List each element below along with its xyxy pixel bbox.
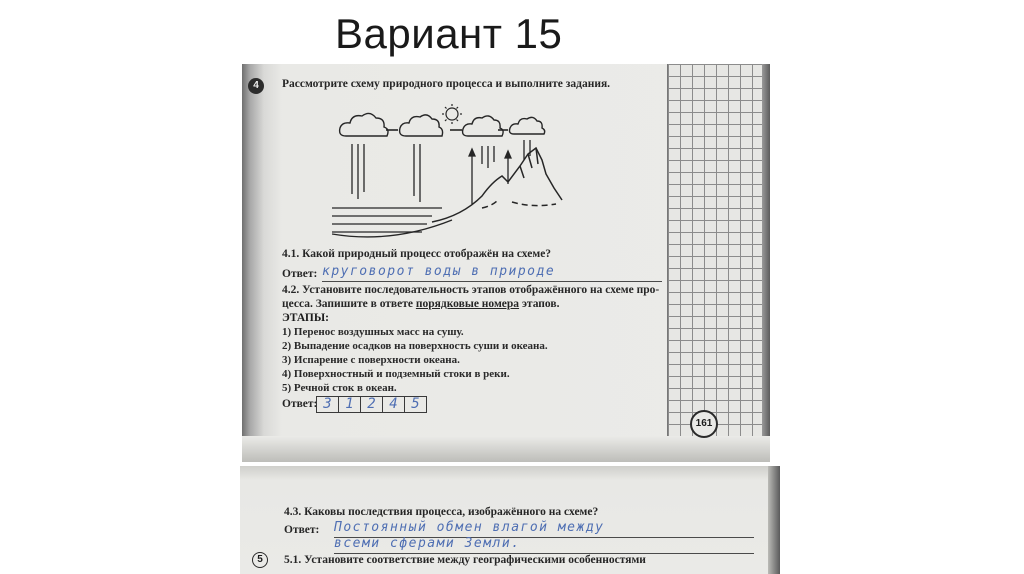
cloud-icon bbox=[400, 115, 443, 136]
cloud-icon bbox=[510, 117, 545, 134]
scanned-page-bottom bbox=[240, 466, 780, 574]
task-number-badge: 4 bbox=[248, 78, 264, 94]
stage-item: 4) Поверхностный и подземный стоки в реки. bbox=[282, 368, 510, 380]
handwritten-answer-4-3-line2: всеми сферами Земли. bbox=[334, 536, 521, 551]
stage-item: 3) Испарение с поверхности океана. bbox=[282, 354, 460, 366]
task-intro: Рассмотрите схему природного процесса и выполните задания. bbox=[282, 78, 611, 90]
question-4-1: 4.1. Какой природный процесс отображён на схеме? bbox=[282, 248, 552, 260]
slide-title: Вариант 15 bbox=[335, 10, 563, 57]
question-text: цесса. Запишите в ответе bbox=[282, 298, 416, 310]
answer-cells bbox=[316, 396, 426, 413]
mountains bbox=[432, 148, 562, 222]
answer-cell[interactable]: 1 bbox=[338, 396, 361, 413]
stage-item: 1) Перенос воздушных масс на сушу. bbox=[282, 326, 464, 338]
question-4-3: 4.3. Каковы последствия процесса, изображённого на схеме? bbox=[284, 506, 599, 518]
scanned-page-top bbox=[242, 64, 770, 462]
cloud-icon bbox=[340, 113, 388, 136]
task-number-badge: 5 bbox=[252, 552, 268, 568]
answer-label-4-2: Ответ: bbox=[282, 398, 318, 410]
question-4-2-line1: 4.2. Установите последовательность этапов отображённого на схеме про- bbox=[282, 284, 660, 296]
question-4-2-line2 bbox=[282, 298, 559, 310]
stages-title: ЭТАПЫ: bbox=[282, 312, 329, 324]
question-emphasis: порядковые номера bbox=[415, 298, 520, 310]
sun-icon bbox=[442, 104, 462, 124]
answer-cell[interactable]: 5 bbox=[404, 396, 427, 413]
answer-cell[interactable]: 4 bbox=[382, 396, 405, 413]
handwritten-answer-4-3-line1: Постоянный обмен влагой между bbox=[334, 520, 605, 535]
cloud-icon bbox=[463, 116, 504, 136]
clouds bbox=[340, 113, 545, 136]
page-number: 161 bbox=[690, 410, 718, 438]
handwritten-answer-4-1: круговорот воды в природе bbox=[322, 264, 556, 279]
stage-item: 5) Речной сток в океан. bbox=[282, 382, 397, 394]
answer-cell[interactable]: 2 bbox=[360, 396, 383, 413]
scan-shadow bbox=[242, 436, 770, 462]
answer-cell[interactable]: 3 bbox=[316, 396, 339, 413]
evaporation-arrows bbox=[469, 149, 511, 204]
answer-line bbox=[322, 281, 662, 282]
stage-item: 2) Выпадение осадков на поверхность суши и океана. bbox=[282, 340, 548, 352]
graph-paper-margin bbox=[667, 64, 770, 462]
page-edge-shadow bbox=[768, 466, 780, 574]
question-text: этапов. bbox=[519, 298, 560, 310]
page-edge-shadow bbox=[762, 64, 770, 462]
answer-label-4-1: Ответ: bbox=[282, 268, 318, 280]
ocean-lines bbox=[332, 208, 452, 237]
answer-label-4-3: Ответ: bbox=[284, 524, 320, 536]
precipitation-lines bbox=[352, 140, 530, 202]
water-cycle-diagram bbox=[332, 104, 572, 244]
task-5-text: 5.1. Установите соответствие между географическими особенностями bbox=[284, 554, 646, 566]
